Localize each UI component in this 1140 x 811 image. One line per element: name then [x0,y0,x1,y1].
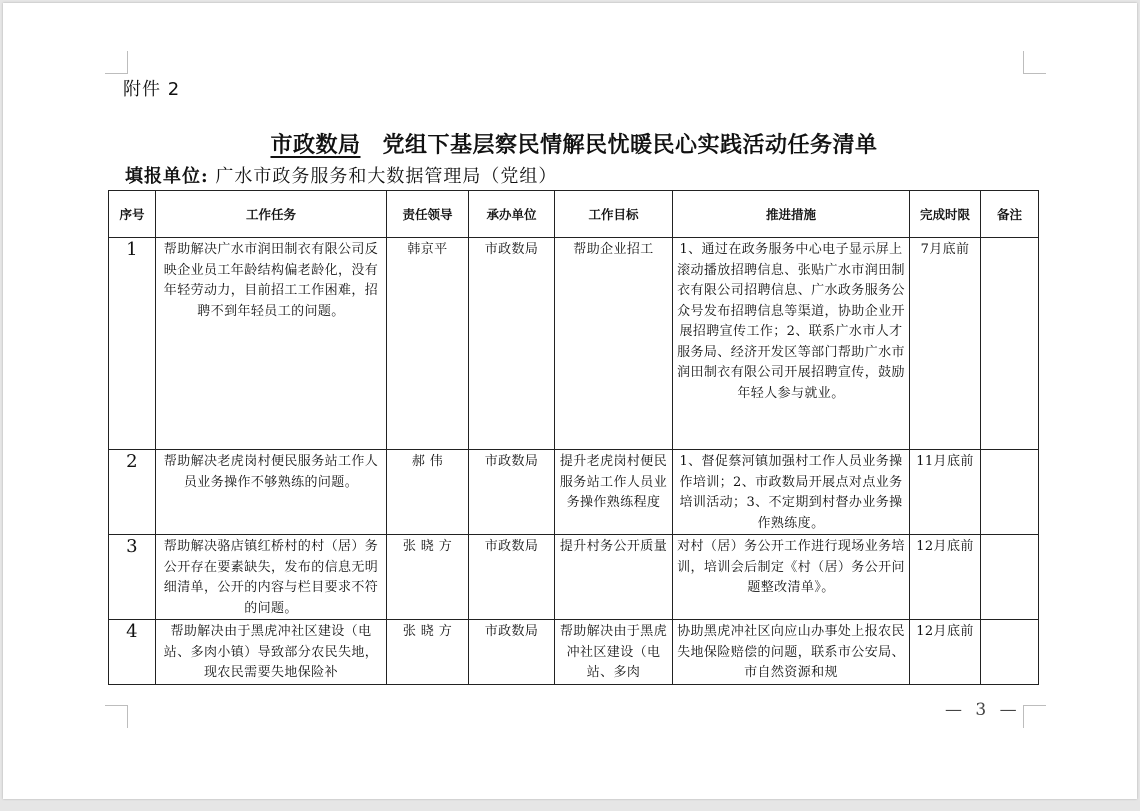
header-goal: 工作目标 [555,191,673,238]
table-row [109,450,1039,535]
table-row [109,535,1039,620]
cell-measures: 对村（居）务公开工作进行现场业务培训，培训会后制定《村（居）务公开问题整改清单》。 [673,535,910,620]
cell-leader: 郝 伟 [387,450,469,535]
filler-label: 填报单位: [125,166,209,187]
cell-deadline: 7月底前 [910,238,981,450]
page-number: — 3 — [945,700,1021,720]
cell-measures: 协助黑虎冲社区向应山办事处上报农民失地保险赔偿的问题，联系市公安局、市自然资源和规 [673,620,910,685]
filler-unit-line [125,162,557,188]
cell-leader: 张 晓 方 [387,535,469,620]
cell-unit: 市政数局 [469,238,555,450]
header-task: 工作任务 [156,191,387,238]
table-row [109,238,1039,450]
page-title [0,128,1140,159]
cell-remark [981,620,1039,685]
cell-remark [981,450,1039,535]
cell-task: 帮助解决老虎岗村便民服务站工作人员业务操作不够熟练的问题。 [156,450,387,535]
cell-task: 帮助解决骆店镇红桥村的村（居）务公开存在要素缺失，发布的信息无明细清单，公开的内容与栏目要求不符的问题。 [156,535,387,620]
cell-no: 4 [109,620,156,685]
crop-mark-top-right [1023,51,1046,74]
cell-unit: 市政数局 [469,620,555,685]
cell-no: 2 [109,450,156,535]
crop-mark-bottom-left [105,705,128,728]
attachment-label: 附件 2 [123,79,181,100]
cell-remark [981,535,1039,620]
cell-no: 1 [109,238,156,450]
cell-goal: 提升老虎岗村便民服务站工作人员业务操作熟练程度 [555,450,673,535]
cell-measures: 1、督促蔡河镇加强村工作人员业务操作培训；2、市政数局开展点对点业务培训活动；3、不定期到村督办业务操作熟练度。 [673,450,910,535]
header-leader: 责任领导 [387,191,469,238]
cell-measures: 1、通过在政务服务中心电子显示屏上滚动播放招聘信息、张贴广水市润田制衣有限公司招聘信息、广水政务服务公众号发布招聘信息等渠道，协助企业开展招聘宣传工作；2、联系广水市人才服务局、经济开发区等部门帮助广水市润田制衣有限公司开展招聘宣传，鼓励年轻人参与就业。 [673,238,910,450]
cell-deadline: 12月底前 [910,620,981,685]
cell-leader: 张 晓 方 [387,620,469,685]
header-remark: 备注 [981,191,1039,238]
table-row [109,620,1039,685]
crop-mark-bottom-right [1023,705,1046,728]
cell-unit: 市政数局 [469,535,555,620]
cell-goal: 帮助企业招工 [555,238,673,450]
filler-value: 广水市政务服务和大数据管理局（党组） [215,166,558,187]
header-deadline: 完成时限 [910,191,981,238]
cell-deadline: 12月底前 [910,535,981,620]
task-table [108,190,1039,685]
header-measures: 推进措施 [673,191,910,238]
cell-no: 3 [109,535,156,620]
cell-task: 帮助解决由于黑虎冲社区建设（电站、多肉小镇）导致部分农民失地，现农民需要失地保险补 [156,620,387,685]
title-text: 党组下基层察民情解民忧暖民心实践活动任务清单 [382,132,878,158]
header-unit: 承办单位 [469,191,555,238]
header-no: 序号 [109,191,156,238]
cell-task: 帮助解决广水市润田制衣有限公司反映企业员工年龄结构偏老龄化，没有年轻劳动力，目前招工工作困难，招聘不到年轻员工的问题。 [156,238,387,450]
cell-unit: 市政数局 [469,450,555,535]
cell-remark [981,238,1039,450]
cell-deadline: 11月底前 [910,450,981,535]
cell-goal: 帮助解决由于黑虎冲社区建设（电站、多肉 [555,620,673,685]
crop-mark-top-left [105,51,128,74]
cell-leader: 韩京平 [387,238,469,450]
table-header-row [109,191,1039,238]
title-org-underlined: 市政数局 [270,132,361,158]
cell-goal: 提升村务公开质量 [555,535,673,620]
